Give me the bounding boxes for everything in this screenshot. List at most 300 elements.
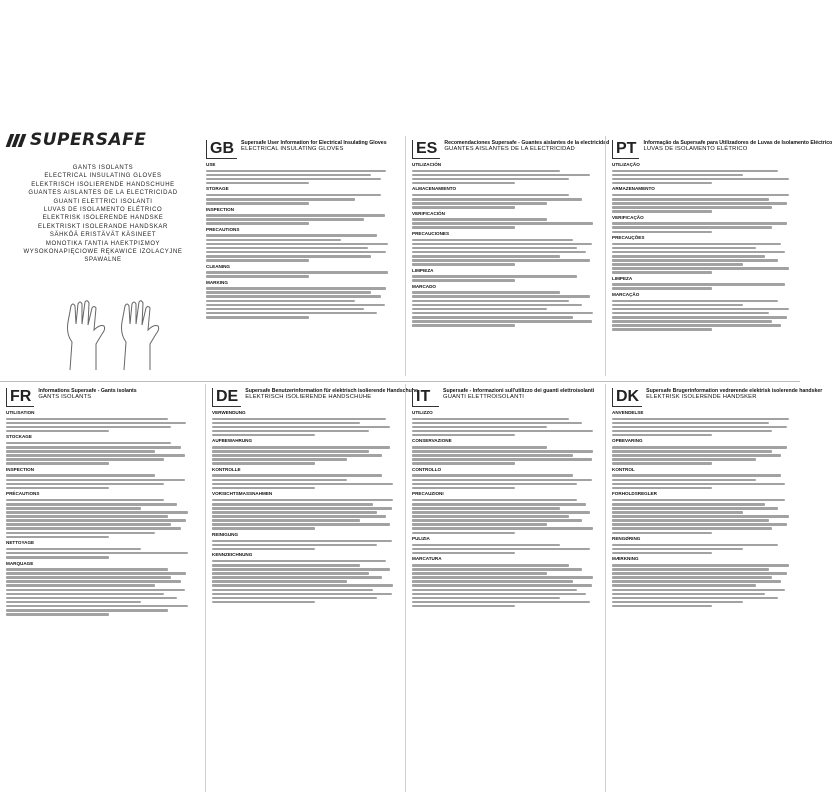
section-heading: UTILIZZO [412,410,433,415]
text-line [206,198,355,201]
section-heading: PRECAUZIONI [412,491,444,497]
section-heading: USE [206,162,216,167]
text-line [6,580,181,583]
text-line [612,458,756,461]
text-line [412,564,569,567]
text-line [412,597,560,600]
text-line [212,572,369,575]
section-body-text [212,474,399,489]
text-line [206,239,341,242]
section-heading: OPBEVARING [612,438,643,444]
section-heading: ANVENDELSE [612,410,644,415]
section-body-text [206,170,394,185]
text-line [6,556,109,559]
text-line [412,291,560,294]
text-line [212,430,369,433]
text-line [412,479,592,482]
text-line [206,218,364,221]
text-line [612,434,712,437]
text-line [412,515,569,518]
panel-subtitle: ELEKTRISCH ISOLIERENDE HANDSCHUHE [245,394,372,401]
section-body-text [412,275,599,282]
text-line [212,515,386,518]
product-name: GUANTI ELETTRICI ISOLANTI [53,198,153,205]
section-body-text [212,418,399,437]
section-heading: UTILIZAÇÃO [612,162,640,167]
panel-header [212,388,418,407]
text-line [612,422,769,425]
text-line [206,178,381,181]
section-heading: CLEANING [206,263,230,269]
product-name: WYSOKONAPIĘCIOWE RĘKAWICE IZOLACYJNE [23,249,183,256]
section-heading: AUFBEWAHRUNG [212,438,253,444]
text-line [612,426,787,429]
text-line [412,483,577,486]
language-panel-it [405,384,605,792]
section-heading: LIMPEZA [612,275,633,281]
panel-header [206,140,394,159]
text-line [612,283,785,286]
language-panel-dk [605,384,823,792]
text-line [612,202,787,205]
section-heading: LIMPIEZA [412,267,434,273]
section-heading: CONTROLLO [412,466,442,472]
text-line [6,597,177,600]
text-line [412,308,547,311]
section-heading: MARCAÇÃO [612,292,640,298]
section-body-text [412,291,599,326]
language-panel-de [205,384,418,792]
language-code: DK [612,388,642,407]
section-body-text [612,194,794,213]
text-line [212,589,373,592]
text-line [412,434,515,437]
text-line [612,548,743,551]
text-line [6,474,155,477]
text-line [212,593,392,596]
brand-block [8,130,198,265]
section-heading: NETTOYAGE [6,540,35,546]
text-line [6,589,185,592]
text-line [212,450,369,453]
text-line [412,194,569,197]
text-line [612,308,789,311]
text-line [212,601,315,604]
text-line [412,259,590,262]
product-name: LUVAS DE ISOLAMENTO ELÉTRICO [43,207,163,214]
text-line [412,601,590,604]
section-body-text [212,560,399,604]
section-body-text [212,499,399,530]
text-line [6,548,141,551]
text-line [6,613,109,616]
text-line [206,214,385,217]
text-line [612,515,789,518]
text-line [212,544,377,547]
text-line [212,418,386,421]
section-heading: PRÉCAUTIONS [6,491,40,497]
text-line [412,446,547,449]
section-heading: MARCATURA [412,556,442,562]
panel-title: Supersafe Brugerinformation vedrørende elektrisk isolerende handsker [646,388,823,394]
text-line [412,206,515,209]
text-line [6,483,164,486]
text-line [612,287,712,290]
text-line [6,523,171,526]
language-code: IT [412,388,439,407]
text-line [212,499,393,502]
text-line [412,324,515,327]
text-line [612,474,781,477]
text-line [206,312,377,315]
section-heading: KONTROL [612,466,635,472]
section-heading: STOCKAGE [6,434,32,440]
text-line [612,605,712,608]
text-line [412,544,560,547]
text-line [612,300,778,303]
section-body-text [612,418,794,437]
text-line [206,291,371,294]
text-line [212,434,315,437]
text-line [6,462,109,465]
text-line [612,576,772,579]
text-line [212,483,393,486]
text-line [612,589,785,592]
text-line [612,170,778,173]
text-line [612,247,756,250]
text-line [612,243,781,246]
text-line [612,511,743,514]
product-name: SPAWALNE [84,257,122,264]
text-line [212,479,347,482]
text-line [6,532,155,535]
section-heading: INSPECTION [206,206,235,212]
text-line [6,418,168,421]
supersafe-logo [8,130,198,150]
text-line [412,170,560,173]
text-line [612,499,785,502]
section-heading: MARKING [206,279,228,285]
text-line [6,454,185,457]
text-line [6,458,164,461]
section-body-text [412,418,599,437]
section-body-text [206,287,394,318]
text-line [206,271,388,274]
product-name: GANTS ISOLANTS [72,165,134,171]
text-line [6,601,141,604]
text-line [412,474,573,477]
text-line [412,255,560,258]
text-line [412,552,515,555]
text-line [206,255,371,258]
text-line [412,316,573,319]
text-line [212,487,315,490]
text-line [6,519,186,522]
text-line [6,479,185,482]
text-line [612,580,781,583]
section-body-text [412,218,599,229]
section-body-text [612,499,794,534]
section-body-text [412,564,599,608]
text-line [612,593,765,596]
text-line [612,454,781,457]
text-line [212,597,377,600]
section-heading: PRECAUÇÕES [612,235,645,241]
text-line [206,174,371,177]
language-panel-es [405,136,610,376]
text-line [212,462,315,465]
section-body-text [612,222,794,233]
text-line [212,454,382,457]
text-line [206,194,381,197]
panel-title: Recomendaciones Supersafe - Guantes aislantes de la electricidad [444,140,610,146]
text-line [612,552,712,555]
text-line [212,564,360,567]
text-line [612,462,712,465]
language-code: ES [412,140,440,159]
text-line [212,426,390,429]
text-line [212,527,315,530]
text-line [412,507,560,510]
text-line [412,454,573,457]
text-line [612,251,785,254]
text-line [6,515,168,518]
text-line [212,584,393,587]
text-line [6,430,109,433]
section-body-text [612,300,794,331]
section-body-text [612,564,794,608]
panel-subtitle: LUVAS DE ISOLAMENTO ELÉTRICO [643,146,748,153]
text-line [612,568,769,571]
section-body-text [6,442,194,465]
text-line [612,450,772,453]
text-line [612,479,756,482]
section-body-text [206,194,394,205]
text-line [206,222,309,225]
language-code: DE [212,388,241,407]
product-name: SÄHKÖÄ ERISTÄVÄT KÄSINEET [49,232,157,239]
text-line [6,609,168,612]
text-line [206,234,377,237]
section-heading: UTILISATION [6,410,35,415]
logo-text: SUPERSAFE [30,130,147,150]
text-line [612,206,772,209]
text-line [212,519,360,522]
text-line [412,300,569,303]
text-line [206,259,309,262]
text-line [6,511,188,514]
section-body-text [612,243,794,274]
section-body-text [412,194,599,209]
text-line [206,182,309,185]
panel-subtitle: ELEKTRISK ISOLERENDE HANDSKER [646,394,757,401]
text-line [612,259,778,262]
text-line [412,198,582,201]
section-body-text [612,544,794,555]
language-panel-fr [0,384,200,792]
product-name: GUANTES AISLANTES DE LA ELECTRICIDAD [28,190,178,197]
text-line [206,275,309,278]
text-line [6,422,186,425]
section-body-text [612,283,794,290]
product-name: ELEKTRISKT ISOLERANDE HANDSKAR [38,223,168,230]
text-line [412,202,547,205]
text-line [412,263,515,266]
section-body-text [6,418,194,433]
text-line [206,316,309,319]
text-line [412,523,547,526]
text-line [212,523,390,526]
section-body-text [612,474,794,489]
text-line [412,532,515,535]
section-body-text [412,170,599,185]
text-line [6,450,155,453]
text-line [6,503,177,506]
text-line [206,170,386,173]
product-name: ELEKTRISCH ISOLIERENDE HANDSCHUHE [31,181,175,188]
section-heading: REINIGUNG [212,532,239,538]
text-line [412,178,569,181]
text-line [412,218,547,221]
text-line [612,210,712,213]
text-line [6,527,181,530]
text-line [412,251,586,254]
text-line [6,576,171,579]
section-body-text [212,446,399,465]
product-name: ELECTRICAL INSULATING GLOVES [44,173,162,180]
text-line [212,568,390,571]
text-line [206,202,309,205]
text-line [206,300,355,303]
text-line [6,536,109,539]
text-line [412,422,582,425]
section-heading: CONSERVAZIONE [412,438,452,444]
text-line [412,584,592,587]
section-heading: ALMACENAMIENTO [412,186,457,192]
text-line [212,511,377,514]
text-line [412,226,515,229]
section-body-text [206,234,394,261]
text-line [612,312,769,315]
text-line [206,247,368,250]
text-line [6,572,186,575]
text-line [612,584,756,587]
text-line [612,418,789,421]
text-line [212,560,386,563]
text-line [612,304,743,307]
text-line [612,271,712,274]
panel-header [412,388,599,407]
text-line [412,295,590,298]
text-line [612,198,769,201]
text-line [612,328,712,331]
section-body-text [412,499,599,534]
text-line [612,523,787,526]
text-line [612,178,789,181]
text-line [612,483,785,486]
text-line [412,418,569,421]
text-line [612,597,778,600]
text-line [212,458,347,461]
section-body-text [206,214,394,225]
language-code: FR [6,388,34,407]
section-body-text [412,446,599,465]
section-heading: MARQUAGE [6,560,34,566]
text-line [212,540,392,543]
text-line [612,174,743,177]
product-name: MONOTIKA ΓΑΝΤΙΑ ΗΛΕΚΤΡΙΣΜΟΥ [45,240,161,247]
panel-title: Supersafe User Information for Electrical Insulating Gloves [241,140,387,146]
language-panel-gb [200,136,400,376]
text-line [412,279,515,282]
section-body-text [612,446,794,465]
text-line [6,552,188,555]
text-line [6,499,164,502]
text-line [412,576,593,579]
text-line [612,194,789,197]
text-line [206,308,364,311]
section-body-text [6,474,194,489]
section-heading: ARMAZENAMENTO [612,186,655,192]
text-line [612,267,789,270]
panel-title: Supersafe Benutzerinformation für elektrisch isolierende Handschuhe [245,388,418,394]
section-heading: PRECAUCIONES [412,231,450,237]
text-line [412,174,590,177]
text-line [212,576,382,579]
section-heading: KONTROLLE [212,466,241,472]
text-line [612,263,743,266]
text-line [206,243,388,246]
text-line [612,226,772,229]
text-line [612,446,787,449]
panel-header [412,140,610,159]
text-line [212,422,360,425]
text-line [412,568,582,571]
section-heading: PRECAUTIONS [206,226,240,232]
section-heading: MARCADO [412,283,436,289]
text-line [412,222,593,225]
text-line [412,247,577,250]
text-line [412,519,582,522]
panel-subtitle: GUANTES AISLANTES DE LA ELECTRICIDAD [444,146,575,153]
text-line [412,450,593,453]
text-line [612,564,789,567]
text-line [412,312,593,315]
text-line [612,222,787,225]
text-line [412,426,547,429]
text-line [212,548,315,551]
panel-header [612,388,823,407]
text-line [212,474,382,477]
section-heading: UTILIZACIÓN [412,162,442,167]
section-heading: VERIFICAÇÃO [612,214,644,220]
panel-subtitle: GUANTI ELETTROISOLANTI [443,394,525,401]
section-heading: RENGØRING [612,536,641,542]
text-line [212,446,390,449]
section-body-text [6,568,194,616]
text-line [612,182,712,185]
text-line [612,320,772,323]
text-line [412,572,547,575]
section-body-text [412,544,599,555]
panel-subtitle: ELECTRICAL INSULATING GLOVES [241,146,344,153]
text-line [412,548,590,551]
text-line [612,487,712,490]
section-body-text [206,271,394,278]
text-line [612,519,769,522]
text-line [612,601,743,604]
text-line [412,462,515,465]
